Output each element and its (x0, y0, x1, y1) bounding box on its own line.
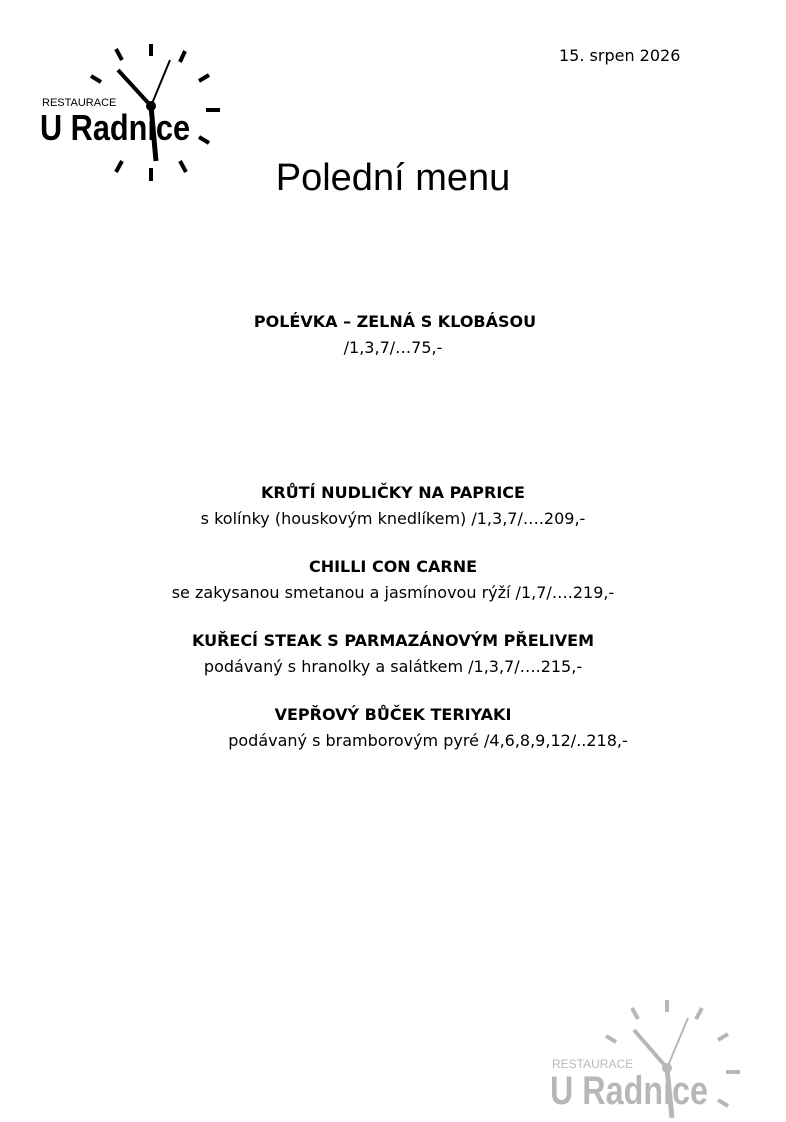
menu-item-main-2 (0, 555, 786, 605)
clock-icon (546, 994, 746, 1118)
menu-item-soup (0, 310, 786, 360)
watermark-logo (546, 994, 746, 1118)
menu-item-name: VEPŘOVÝ BŮČEK TERIYAKI (274, 705, 512, 724)
menu-item-detail: podávaný s bramborovým pyré /4,6,8,9,12/..218,- (228, 731, 628, 750)
menu-item-main-4 (0, 703, 786, 753)
menu-item-detail: podávaný s hranolky a salátkem /1,3,7/….215,- (203, 657, 583, 676)
watermark-big-label: U Radnice (550, 1069, 708, 1113)
watermark-small-label: RESTAURACE (552, 1057, 634, 1071)
logo-big-label: U Radnice (40, 107, 190, 148)
menu-item-main-3 (0, 629, 786, 679)
menu-item-name: KRŮTÍ NUDLIČKY NA PAPRICE (261, 483, 525, 502)
menu-date: 15. srpen 2026 (559, 46, 681, 65)
menu-item-main-1 (0, 481, 786, 531)
page-title: Polední menu (275, 157, 511, 199)
menu-item-detail: s kolínky (houskovým knedlíkem) /1,3,7/….209,- (200, 509, 586, 528)
menu-item-detail: se zakysanou smetanou a jasmínovou rýží /1,7/….219,- (171, 583, 615, 602)
logo-small-label: RESTAURACE (42, 97, 117, 109)
menu-item-name: POLÉVKA – ZELNÁ S KLOBÁSOU (253, 312, 537, 331)
menu-item-name: KUŘECÍ STEAK S PARMAZÁNOVÝM PŘELIVEM (191, 631, 595, 650)
menu-item-name: CHILLI CON CARNE (308, 557, 478, 576)
menu-item-detail: /1,3,7/…75,- (343, 338, 443, 357)
